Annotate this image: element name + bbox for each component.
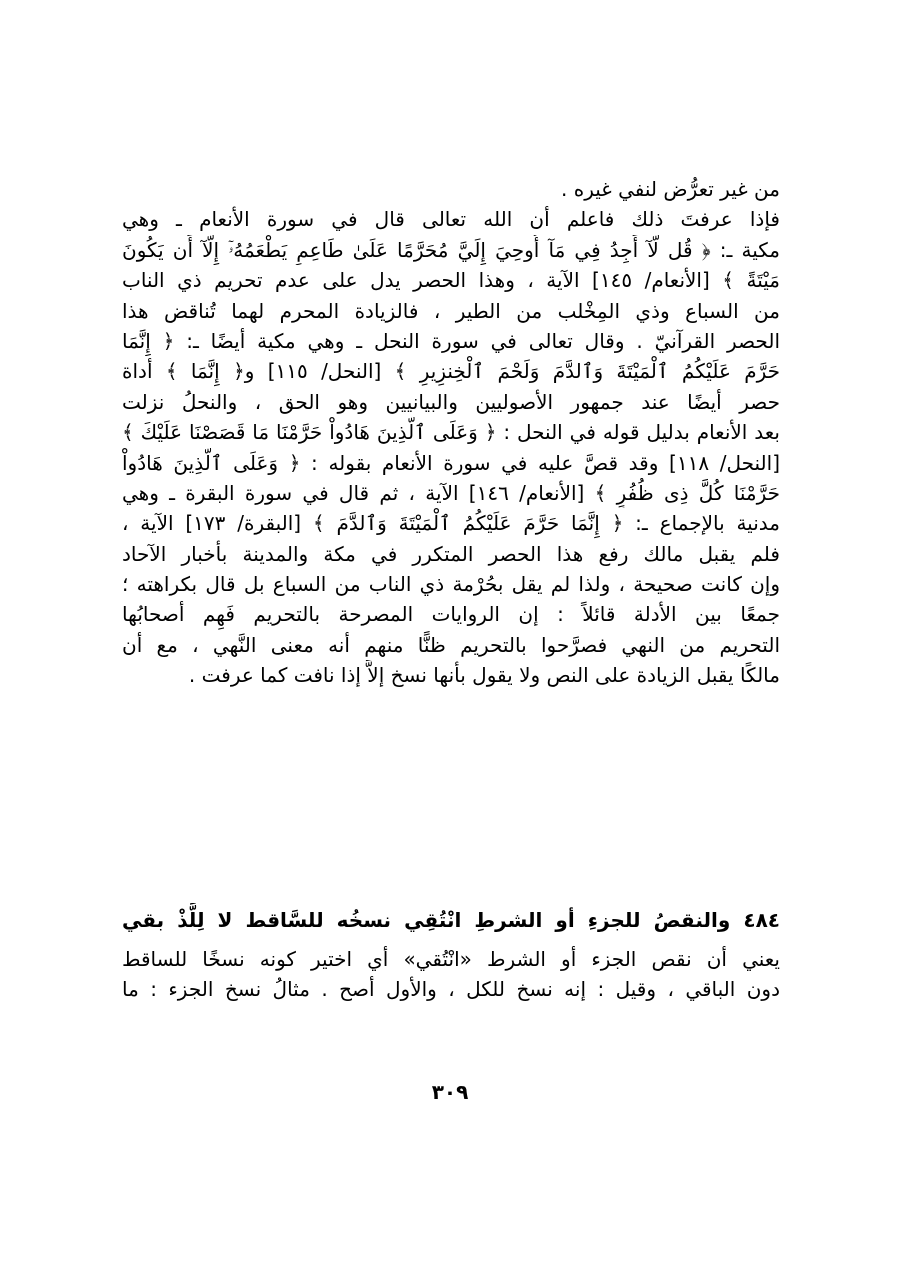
commentary-paragraph [122,944,780,1005]
text-line: فإذا عرفتَ ذلك فاعلم أن الله تعالى قال في سورة الأنعام ـ وهي [122,207,780,232]
text-line: يعني أن نقص الجزء أو الشرط «انْتُقي» أي اختير كونه نسخًا للساقط [122,947,780,971]
text-line: حصر أيضًا عند جمهور الأصوليين والبيانيين وهو الحق ، والنحلُ نزلت [122,389,780,414]
text-line: التحريم من النهي فصرَّحوا بالتحريم ظنًّا منهم أنه معنى النَّهي ، مع أن [122,632,780,657]
text-line: مدنية بالإجماع ـ: ﴿ إِنَّمَا حَرَّمَ عَلَيْكُمُ ٱلْمَيْتَةَ وَٱلدَّمَ ﴾ [البقرة/ ١٧٣] الآية ، [122,511,780,536]
text-line: مالكًا يقبل الزيادة على النص ولا يقول بأنها نسخ إلاَّ إذا نافت كما عرفت . [188,663,780,688]
text-line: الحصر القرآنيّ . وقال تعالى في سورة النحل ـ وهي مكية أيضًا ـ: ﴿ إِنَّمَا [122,328,780,353]
text-line: بعد الأنعام بدليل قوله في النحل : ﴿ وَعَلَى ٱلَّذِينَ هَادُواْ حَرَّمْنَا مَا قَصَصْنَا عَلَيْكَ ﴾ [122,420,780,445]
text-line: حَرَّمْنَا كُلَّ ذِى ظُفُرٍ ﴾ [الأنعام/ ١٤٦] الآية ، ثم قال في سورة البقرة ـ وهي [122,480,780,505]
text-line: من غير تعرُّض لنفي غيره . [561,177,780,201]
text-line: من السباع وذي المِخْلب من الطير ، فالزيادة المحرم لهما تُناقض هذا [122,298,780,323]
main-paragraph [122,174,780,691]
text-line: مكية ـ: ﴿ قُل لَّآ أَجِدُ فِي مَآ أُوحِيَ إِلَيَّ مُحَرَّمًا عَلَىٰ طَاعِمٍ يَطْعَمُهُۥٓ إِلَّآ أَن يَكُونَ [122,237,780,262]
page-number: ٣٠٩ [431,1080,469,1104]
text-line: دون الباقي ، وقيل : إنه نسخ للكل ، والأول أصح . مثالُ نسخ الجزء : ما [122,977,780,1002]
text-line: حَرَّمَ عَلَيْكُمُ ٱلْمَيْتَةَ وَٱلدَّمَ وَلَحْمَ ٱلْخِنزِيرِ ﴾ [النحل/ ١١٥] و﴿ إِنَّمَا ﴾ أداة [122,359,780,384]
text-line: [النحل/ ١١٨] وقد قصَّ عليه في سورة الأنعام بقوله : ﴿ وَعَلَى ٱلَّذِينَ هَادُواْ [122,450,780,475]
verse-heading: ٤٨٤ والنقصُ للجزءِ أو الشرطِ انْتُقِي نسخُه للسَّاقط لا لِلَّذْ بقي [122,908,780,932]
text-line: فلم يقبل مالك رفع هذا الحصر المتكرر في مكة والمدينة بأخبار الآحاد [122,541,780,566]
text-line: مَيْتَةً ﴾ [الأنعام/ ١٤٥] الآية ، وهذا الحصر يدل على عدم تحريم ذي الناب [122,268,780,293]
text-line: وإن كانت صحيحة ، ولذا لم يقل بحُرْمة ذي الناب من السباع بل قال بكراهته ؛ [122,572,780,597]
text-line: جمعًا بين الأدلة قائلاً : إن الروايات المصرحة بالتحريم فَهِم أصحابُها [122,602,780,627]
